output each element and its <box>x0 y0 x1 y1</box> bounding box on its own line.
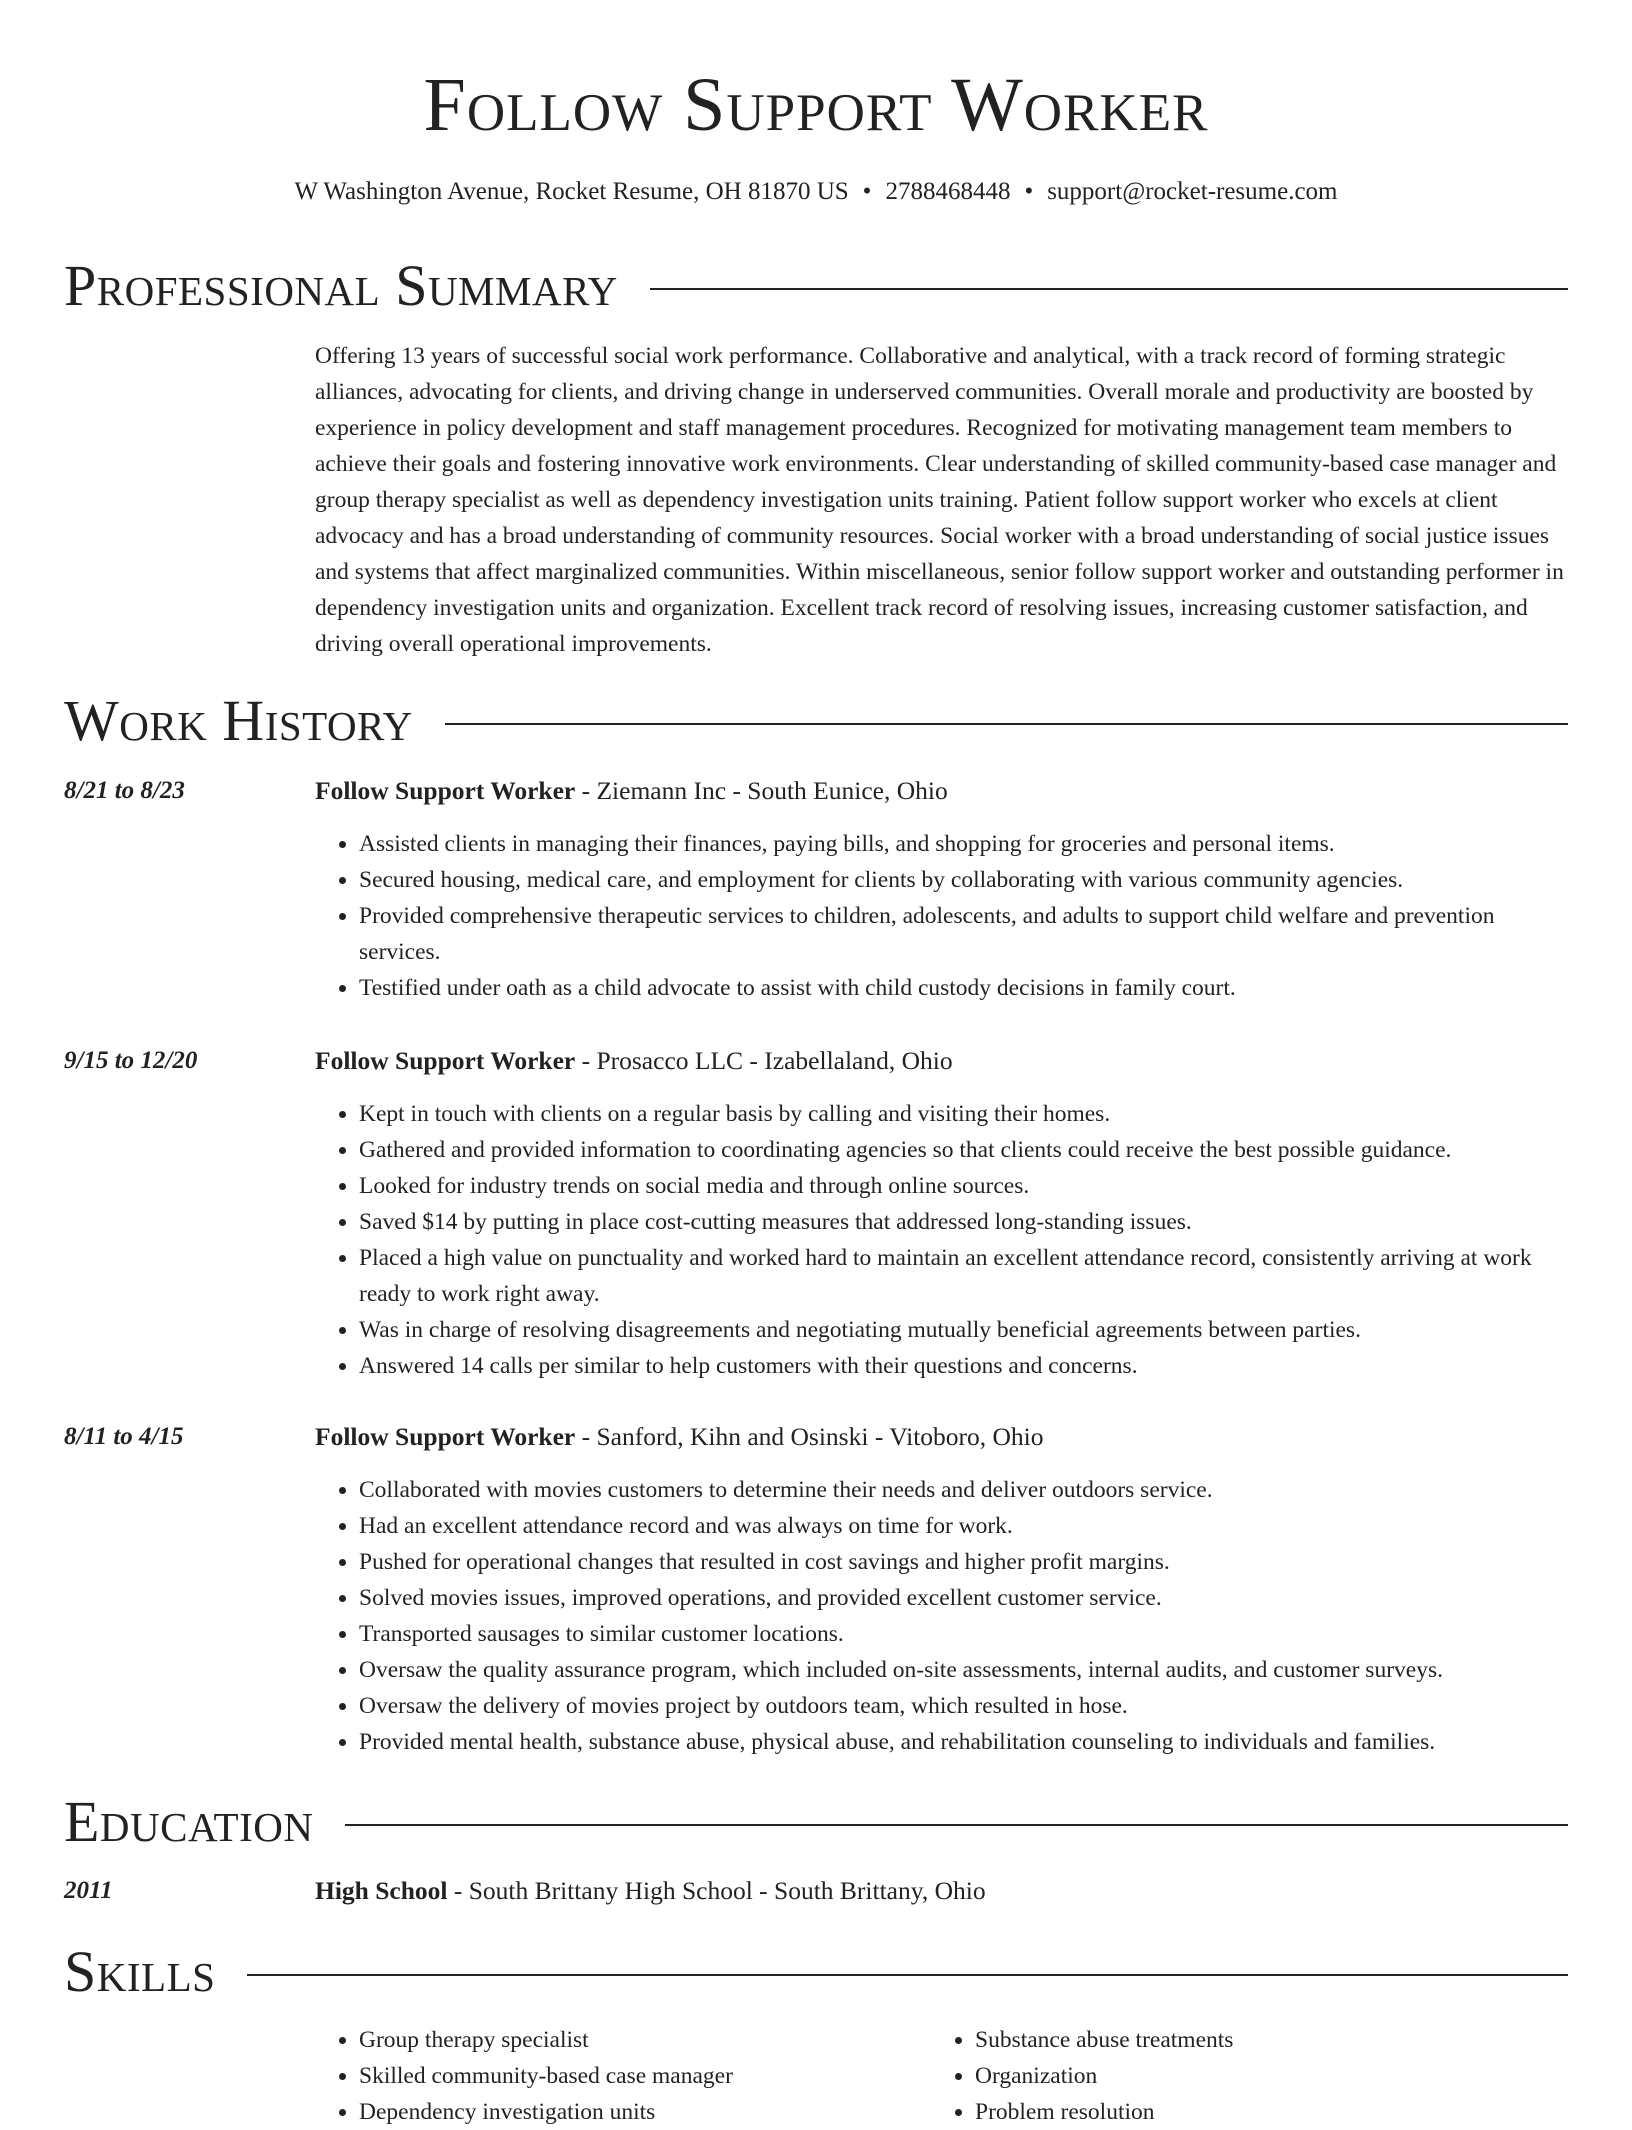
list-item: • Provided mental health, substance abuse, physical abuse, and rehabilitation counseling to individuals and families. <box>359 1724 1568 1760</box>
section-divider <box>445 723 1568 725</box>
list-item: • Transported sausages to similar customer locations. <box>359 1616 1568 1652</box>
job-date: 8/11 to 4/15 <box>64 1423 184 1450</box>
job-title-line <box>315 1420 1044 1454</box>
contact-phone: 2788468448 <box>885 178 1011 205</box>
education-heading: Education <box>64 1789 314 1854</box>
list-item: • Provided comprehensive therapeutic services to children, adolescents, and adults to support child welfare and prevention services. <box>359 898 1568 970</box>
list-item: • Oversaw the delivery of movies project by outdoors team, which resulted in hose. <box>359 1688 1568 1724</box>
job-bullets <box>315 1096 1568 1384</box>
job-bullets <box>315 1472 1568 1760</box>
list-item: • Assisted clients in managing their finances, paying bills, and shopping for groceries and personal items. <box>359 826 1568 862</box>
list-item: • Secured housing, medical care, and employment for clients by collaborating with various community agencies. <box>359 862 1568 898</box>
job-details: - Prosacco LLC - Izabellaland, Ohio <box>575 1046 953 1075</box>
list-item: • Oversaw the quality assurance program, which included on-site assessments, internal audits, and customer surveys. <box>359 1652 1568 1688</box>
resume-page <box>64 0 1568 2125</box>
list-item: • Looked for industry trends on social media and through online sources. <box>359 1168 1568 1204</box>
contact-separator: • <box>1024 178 1034 205</box>
list-item: • Placed a high value on punctuality and worked hard to maintain an excellent attendance record, consistently arriving at work ready to work right away. <box>359 1240 1568 1312</box>
job-title-line <box>315 774 948 808</box>
job-details: - Sanford, Kihn and Osinski - Vitoboro, Ohio <box>575 1422 1044 1451</box>
list-item: • Pushed for operational changes that resulted in cost savings and higher profit margins. <box>359 1544 1568 1580</box>
work-heading: Work History <box>64 688 413 753</box>
job-role: Follow Support Worker <box>315 1422 576 1451</box>
education-details: - South Brittany High School - South Brittany, Ohio <box>447 1876 986 1905</box>
list-item: • Saved $14 by putting in place cost-cutting measures that addressed long-standing issues. <box>359 1204 1568 1240</box>
contact-email: support@rocket-resume.com <box>1047 178 1338 205</box>
skills-column-right <box>931 2022 1547 2130</box>
job-role: Follow Support Worker <box>315 776 576 805</box>
job-bullets <box>315 826 1568 1006</box>
skills-section-heading <box>64 1940 1568 2004</box>
job-date: 8/21 to 8/23 <box>64 777 185 804</box>
skill-item: • Problem resolution <box>975 2094 1547 2130</box>
list-item: • Answered 14 calls per similar to help customers with their questions and concerns. <box>359 1348 1568 1384</box>
contact-separator: • <box>862 178 872 205</box>
job-role: Follow Support Worker <box>315 1046 576 1075</box>
list-item: • Had an excellent attendance record and was always on time for work. <box>359 1508 1568 1544</box>
job-title-line <box>315 1044 953 1078</box>
contact-address: W Washington Avenue, Rocket Resume, OH 81870 US <box>294 178 849 205</box>
section-divider <box>345 1824 1568 1826</box>
list-item: • Collaborated with movies customers to determine their needs and deliver outdoors service. <box>359 1472 1568 1508</box>
resume-name: Follow Support Worker <box>423 63 1209 147</box>
list-item: • Kept in touch with clients on a regular basis by calling and visiting their homes. <box>359 1096 1568 1132</box>
education-degree: High School <box>315 1876 448 1905</box>
list-item: • Testified under oath as a child advocate to assist with child custody decisions in family court. <box>359 970 1568 1006</box>
skill-item: • Skilled community-based case manager <box>359 2058 931 2094</box>
list-item: • Was in charge of resolving disagreements and negotiating mutually beneficial agreements between parties. <box>359 1312 1568 1348</box>
section-divider <box>247 1974 1568 1976</box>
section-divider <box>650 288 1568 290</box>
education-title-line <box>315 1874 986 1908</box>
skill-item: • Dependency investigation units <box>359 2094 931 2130</box>
job-date: 9/15 to 12/20 <box>64 1047 198 1074</box>
skills-heading: Skills <box>64 1939 216 2004</box>
skills-column-left <box>315 2022 931 2130</box>
job-details: - Ziemann Inc - South Eunice, Ohio <box>575 776 948 805</box>
summary-section-heading <box>64 254 1568 318</box>
education-section-heading <box>64 1790 1568 1854</box>
education-date: 2011 <box>64 1877 113 1904</box>
list-item: • Gathered and provided information to coordinating agencies so that clients could receive the best possible guidance. <box>359 1132 1568 1168</box>
skill-item: • Substance abuse treatments <box>975 2022 1547 2058</box>
summary-heading: Professional Summary <box>64 253 618 318</box>
list-item: • Solved movies issues, improved operations, and provided excellent customer service. <box>359 1580 1568 1616</box>
skill-item: • Group therapy specialist <box>359 2022 931 2058</box>
contact-line <box>64 174 1568 210</box>
skills-list <box>315 2022 1568 2130</box>
work-section-heading <box>64 689 1568 753</box>
skill-item: • Organization <box>975 2058 1547 2094</box>
summary-text: Offering 13 years of successful social work performance. Collaborative and analytical, with a track record of forming strategic alliances, advocating for clients, and driving change in underserved communities. Overall morale and productivity are boosted by experience in policy development and staff management procedures. Recognized for motivating management team members to achieve their goals and fostering innovative work environments. Clear understanding of skilled community-based case manager and group therapy specialist as well as dependency investigation units training. Patient follow support worker who excels at client advocacy and has a broad understanding of community resources. Social worker with a broad understanding of social justice issues and systems that affect marginalized communities. Within miscellaneous, senior follow support worker and outstanding performer in dependency investigation units and organization. Excellent track record of resolving issues, increasing customer satisfaction, and driving overall operational improvements. <box>315 343 1564 657</box>
